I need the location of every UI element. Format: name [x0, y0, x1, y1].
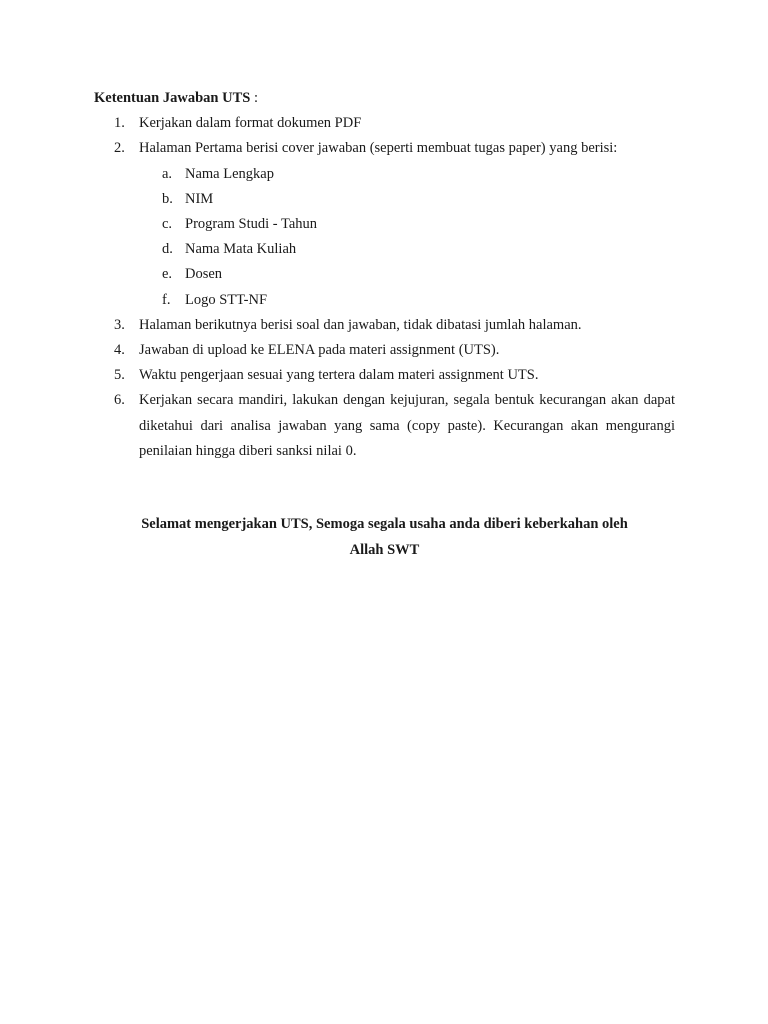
sublist-item-d — [139, 237, 675, 262]
list-number: 3. — [114, 316, 125, 333]
sublist-item-e — [139, 262, 675, 287]
list-item-1 — [94, 111, 675, 136]
sublist-item-a — [139, 162, 675, 187]
sublist-item-text: NIM — [185, 190, 214, 207]
heading-title: Ketentuan Jawaban UTS — [94, 90, 251, 106]
sublist-letter: a. — [162, 165, 173, 182]
list-number: 6. — [114, 392, 125, 409]
list-item-2 — [94, 136, 675, 312]
sublist-letter: e. — [162, 266, 173, 283]
closing-message — [94, 512, 675, 563]
sublist-item-text: Nama Mata Kuliah — [185, 241, 297, 258]
list-item-text: Waktu pengerjaan sesuai yang tertera dalam materi assignment UTS. — [139, 367, 539, 384]
sublist-letter: b. — [162, 190, 173, 207]
list-number: 2. — [114, 140, 125, 157]
sublist-letter: d. — [162, 241, 173, 258]
list-item-text: Halaman Pertama berisi cover jawaban (seperti membuat tugas paper) yang berisi: — [139, 140, 618, 157]
sublist-letter: c. — [162, 216, 173, 233]
sublist-item-text: Dosen — [185, 266, 223, 283]
sublist-item-c — [139, 212, 675, 237]
list-item-5 — [94, 363, 675, 388]
heading-suffix: : — [250, 90, 258, 106]
list-number: 5. — [114, 367, 125, 384]
list-item-text: Kerjakan dalam format dokumen PDF — [139, 115, 362, 132]
sublist-item-text: Nama Lengkap — [185, 165, 274, 182]
list-item-text: Halaman berikutnya berisi soal dan jawaban, tidak dibatasi jumlah halaman. — [139, 316, 582, 333]
list-number: 4. — [114, 342, 125, 359]
list-item-text: Jawaban di upload ke ELENA pada materi assignment (UTS). — [139, 342, 500, 359]
list-item-3 — [94, 313, 675, 338]
sublist-item-text: Program Studi - Tahun — [185, 216, 318, 233]
list-item-text: Kerjakan secara mandiri, lakukan dengan kejujuran, segala bentuk kecurangan akan dapat diketahui dari analisa jawaban yang sama (copy paste). Kecurangan akan mengurangi penilaian hingga diberi sanksi nilai 0. — [139, 392, 675, 459]
instruction-list — [94, 111, 675, 464]
section-heading — [94, 86, 675, 111]
cover-contents-sublist — [139, 162, 675, 313]
list-item-4 — [94, 338, 675, 363]
document-body — [94, 86, 675, 464]
closing-line-1: Selamat mengerjakan UTS, Semoga segala usaha anda diberi keberkahan oleh — [141, 516, 628, 532]
list-number: 1. — [114, 115, 125, 132]
list-item-6 — [94, 388, 675, 464]
sublist-letter: f. — [162, 291, 171, 308]
sublist-item-b — [139, 187, 675, 212]
closing-line-2: Allah SWT — [349, 541, 420, 558]
sublist-item-f — [139, 288, 675, 313]
sublist-item-text: Logo STT-NF — [185, 291, 268, 308]
